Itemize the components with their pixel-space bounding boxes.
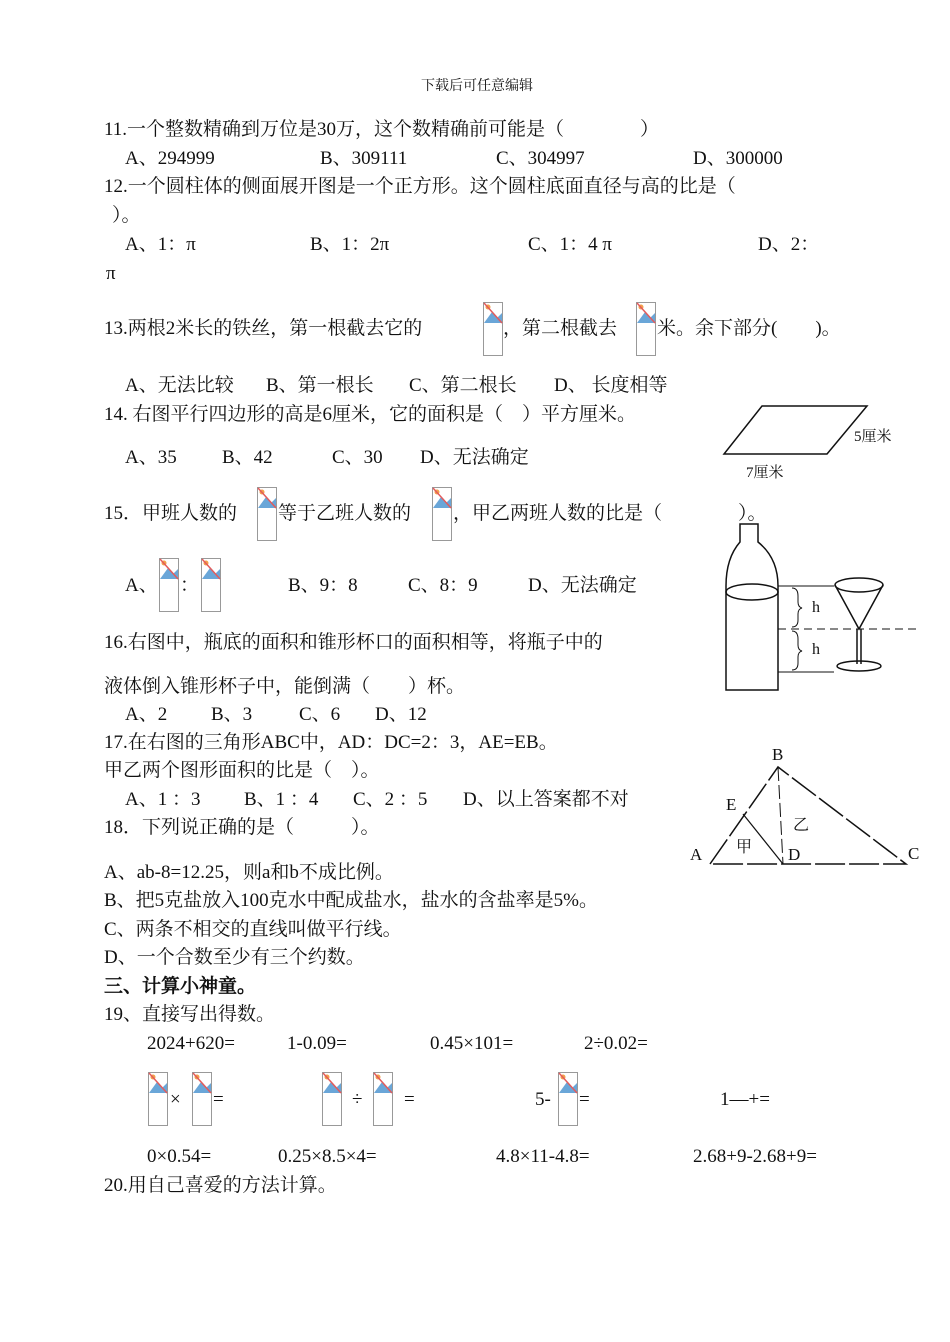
bottle-outline: [726, 524, 778, 690]
q17-line2: 甲乙两个图形面积的比是（ ）。: [104, 760, 380, 781]
broken-fraction-image-icon: [159, 558, 179, 612]
q15-part3: ，甲乙两班人数的比是（ ）。: [453, 503, 767, 524]
q14-stem: 14. 右图平行四边形的高是6厘米，它的面积是（ ）平方厘米。: [104, 404, 637, 425]
bottle-liquid-surface: [726, 584, 778, 600]
q16-line2: 液体倒入锥形杯子中，能倒满（ ）杯。: [104, 676, 466, 697]
q17-line1: 17.在右图的三角形ABC中，AD：DC=2：3，AE=EB。: [104, 732, 558, 753]
q16-option-a: A、2: [125, 704, 168, 725]
q16-option-c: C、6: [299, 704, 341, 725]
broken-fraction-image-icon: [257, 487, 277, 541]
q19-equals-3: =: [579, 1089, 590, 1110]
q12-option-d: D、2：: [758, 234, 820, 255]
q16-option-b: B、3: [211, 704, 253, 725]
broken-fraction-image-icon: [148, 1072, 168, 1126]
parallelogram-figure: [722, 400, 907, 485]
cone-base: [837, 661, 881, 671]
label-e: E: [726, 795, 737, 814]
q14-option-b: B、42: [222, 447, 273, 468]
label-d: D: [788, 845, 801, 864]
q19-stem: 19、直接写出得数。: [104, 1004, 276, 1025]
q19-row3-item3: 4.8×11-4.8=: [496, 1146, 590, 1167]
label-yi: 乙: [793, 817, 810, 834]
q13-option-a: A、无法比较: [125, 375, 234, 396]
q12-option-b: B、1：2π: [310, 234, 390, 255]
q12-option-d-cont: π: [106, 263, 116, 284]
q13-option-b: B、第一根长: [266, 375, 374, 396]
q13-option-d: D、 长度相等: [554, 375, 668, 396]
q15-option-d: D、无法确定: [528, 575, 637, 596]
q11-option-d: D、300000: [693, 148, 783, 169]
broken-fraction-image-icon: [483, 302, 503, 356]
q13-part3: 米。余下部分( )。: [657, 318, 841, 339]
height-label-bottom: h: [812, 641, 820, 658]
q17-option-a: A、1 ：3: [125, 789, 201, 810]
section-3-heading: 三、计算小神童。: [104, 976, 257, 997]
q19-five-minus: 5-: [535, 1089, 551, 1110]
q17-option-b: B、1 ：4: [244, 789, 319, 810]
q18-option-a: A、ab-8=12.25，则a和b不成比例。: [104, 862, 394, 883]
q19-equals-1: =: [213, 1089, 224, 1110]
q19-row1-item4: 2÷0.02=: [584, 1033, 648, 1054]
q17-option-d: D、以上答案都不对: [463, 789, 629, 810]
q15-option-b: B、9：8: [288, 575, 358, 596]
q14-option-a: A、35: [125, 447, 177, 468]
cone-rim: [835, 578, 883, 592]
q13-part1: 13.两根2米长的铁丝，第一根截去它的: [104, 318, 423, 339]
brace-bottom: [792, 631, 802, 670]
broken-fraction-image-icon: [373, 1072, 393, 1126]
q12-option-c: C、1：4 π: [528, 234, 613, 255]
parallelogram-base-label: 7厘米: [746, 465, 784, 481]
brace-top: [792, 588, 802, 627]
triangle-abc-figure: [686, 742, 926, 872]
q14-option-c: C、30: [332, 447, 383, 468]
segment-bd: [778, 767, 783, 864]
q19-divide-sign: ÷: [352, 1089, 363, 1110]
q11-option-c: C、304997: [496, 148, 585, 169]
q19-row1-item1: 2024+620=: [147, 1033, 235, 1054]
height-label-top: h: [812, 599, 820, 616]
q18-option-b: B、把5克盐放入100克水中配成盐水，盐水的含盐率是5%。: [104, 890, 599, 911]
q18-option-d: D、一个合数至少有三个约数。: [104, 947, 365, 968]
q17-option-c: C、2 ：5: [353, 789, 428, 810]
broken-fraction-image-icon: [558, 1072, 578, 1126]
q19-times-sign: ×: [170, 1089, 181, 1110]
q15-option-a-prefix: A、: [125, 575, 158, 596]
broken-fraction-image-icon: [201, 558, 221, 612]
q19-row3-item2: 0.25×8.5×4=: [278, 1146, 377, 1167]
q19-last-expression: 1—+=: [720, 1089, 770, 1110]
label-b: B: [772, 745, 784, 764]
q13-option-c: C、第二根长: [409, 375, 517, 396]
q19-row3-item4: 2.68+9-2.68+9=: [693, 1146, 817, 1167]
q15-option-c: C、8：9: [408, 575, 478, 596]
label-c: C: [908, 844, 920, 863]
label-a: A: [690, 845, 703, 864]
q18-stem: 18．下列说正确的是（ ）。: [104, 817, 380, 838]
broken-fraction-image-icon: [192, 1072, 212, 1126]
q19-equals-2: =: [404, 1089, 415, 1110]
bottle-and-cone-figure: [720, 522, 925, 692]
q20-stem: 20.用自己喜爱的方法计算。: [104, 1175, 337, 1196]
broken-fraction-image-icon: [432, 487, 452, 541]
broken-fraction-image-icon: [636, 302, 656, 356]
q19-row1-item2: 1-0.09=: [287, 1033, 347, 1054]
q11-option-b: B、309111: [320, 148, 408, 169]
q15-part2: 等于乙班人数的: [278, 503, 412, 524]
label-jia: 甲: [736, 839, 753, 856]
q11-option-a: A、294999: [125, 148, 215, 169]
q11-stem: 11.一个整数精确到万位是30万，这个数精确前可能是（ ）: [104, 119, 660, 140]
q14-option-d: D、无法确定: [420, 447, 529, 468]
page-header: 下载后可任意编辑: [421, 79, 533, 94]
q12-option-a: A、1：π: [125, 234, 196, 255]
q19-row3-item1: 0×0.54=: [147, 1146, 212, 1167]
parallelogram-side-label: 5厘米: [854, 429, 892, 445]
q16-line1: 16.右图中，瓶底的面积和锥形杯口的面积相等，将瓶子中的: [104, 632, 603, 653]
q19-row1-item3: 0.45×101=: [430, 1033, 514, 1054]
q15-part1: 15．甲班人数的: [104, 503, 238, 524]
q12-stem-cont: ）。: [112, 205, 141, 226]
q18-option-c: C、两条不相交的直线叫做平行线。: [104, 919, 402, 940]
q12-stem: 12.一个圆柱体的侧面展开图是一个正方形。这个圆柱底面直径与高的比是（: [104, 176, 736, 197]
parallelogram-shape: [724, 406, 867, 454]
q16-option-d: D、12: [375, 704, 427, 725]
broken-fraction-image-icon: [322, 1072, 342, 1126]
q15-option-a-sep: ：: [180, 575, 200, 596]
q13-part2: ，第二根截去: [503, 318, 618, 339]
